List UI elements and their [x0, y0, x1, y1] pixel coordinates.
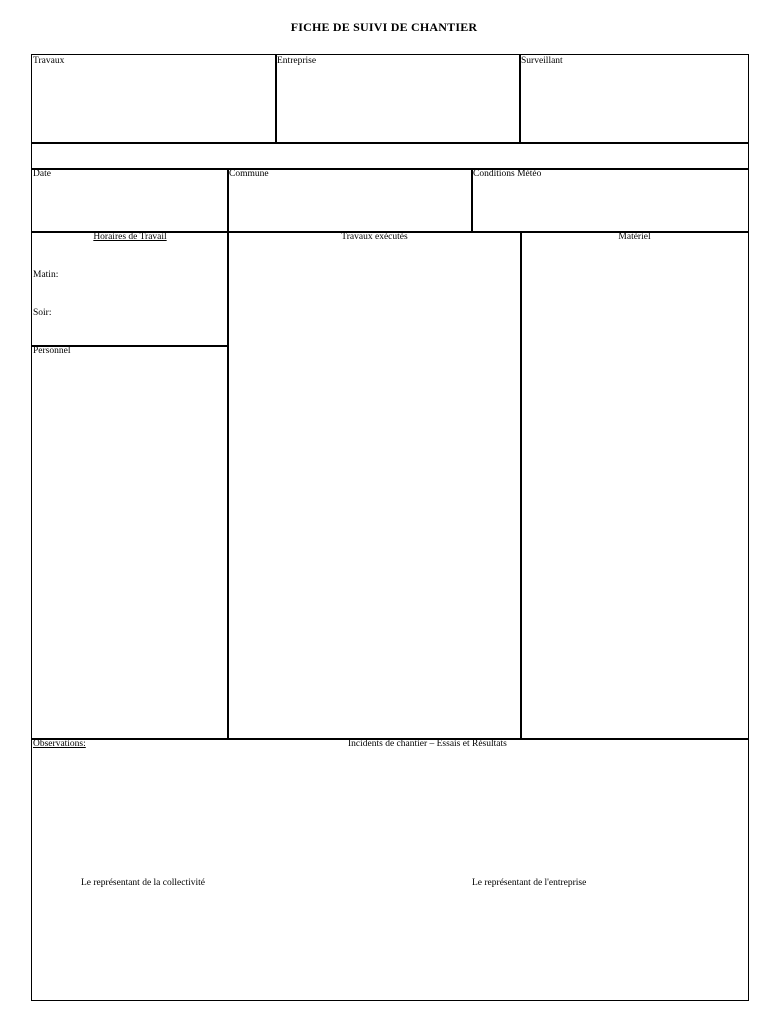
- travaux-label: Travaux: [33, 56, 65, 66]
- left-column: [31, 231, 229, 740]
- soir-label: Soir:: [33, 308, 52, 318]
- date-cell[interactable]: [31, 168, 229, 233]
- observations-label: Observations:: [33, 739, 86, 749]
- travaux-executes-label: Travaux exécutés: [341, 232, 408, 242]
- surveillant-cell[interactable]: [519, 54, 749, 144]
- materiel-cell[interactable]: [520, 231, 749, 740]
- observations-cell[interactable]: [31, 738, 749, 1001]
- signature-entreprise: Le représentant de l'entreprise: [472, 878, 587, 888]
- matin-label: Matin:: [33, 270, 59, 280]
- horaires-title: Horaires de Travail: [93, 232, 167, 242]
- commune-label: Commune: [229, 169, 269, 179]
- surveillant-label: Surveillant: [521, 56, 563, 66]
- conditions-meteo-label: Conditions Météo: [473, 169, 542, 179]
- materiel-label: Matériel: [618, 232, 651, 242]
- entreprise-cell[interactable]: [275, 54, 521, 144]
- incidents-label: Incidents de chantier – Essais et Résultats: [348, 739, 507, 749]
- page-title: FICHE DE SUIVI DE CHANTIER: [290, 20, 478, 34]
- entreprise-label: Entreprise: [277, 56, 317, 66]
- blank-strip[interactable]: [31, 142, 749, 170]
- personnel-label: Personnel: [33, 346, 71, 356]
- date-label: Date: [33, 169, 51, 179]
- travaux-cell[interactable]: [31, 54, 277, 144]
- travaux-executes-cell[interactable]: [227, 231, 522, 740]
- signature-collectivite: Le représentant de la collectivité: [81, 878, 205, 888]
